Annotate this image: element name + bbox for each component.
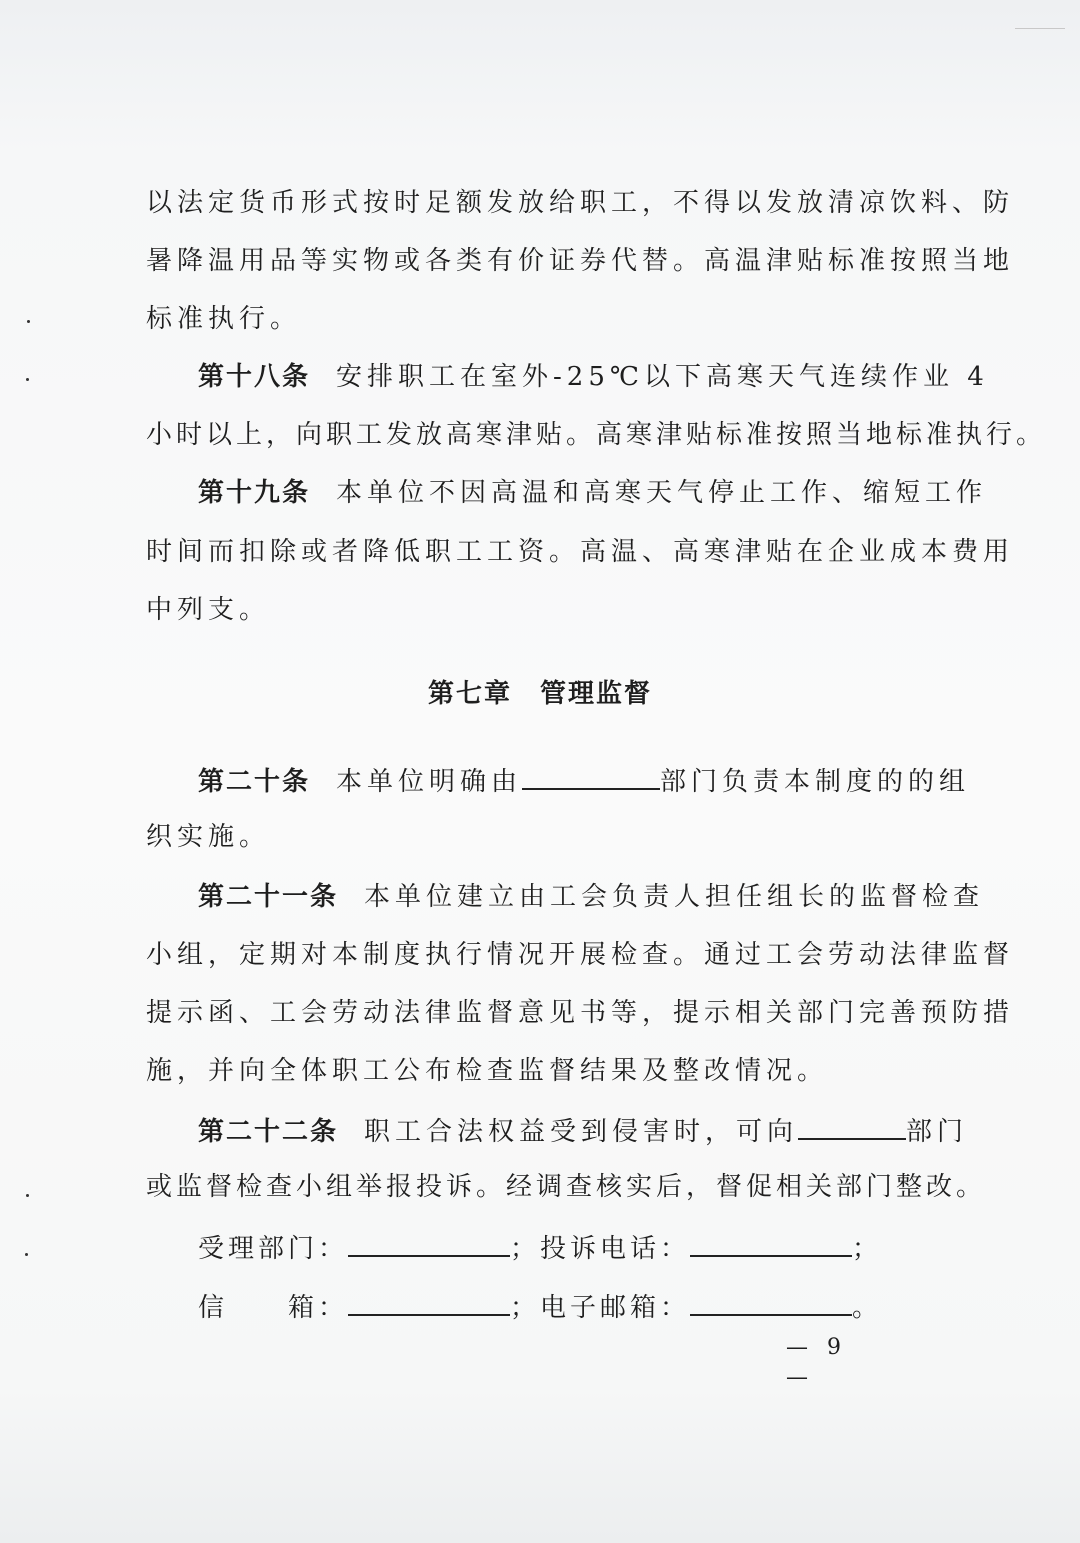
article-20-label: 第二十条	[198, 767, 311, 797]
scan-speck	[25, 1253, 28, 1256]
article-22-label: 第二十二条	[198, 1117, 339, 1147]
article-18-first-line	[198, 360, 989, 394]
article-21-first-line	[198, 880, 985, 914]
scan-speck	[26, 378, 29, 381]
scan-speck	[27, 320, 30, 323]
article-22-text-after: 部门	[906, 1117, 969, 1147]
article-18-label: 第十八条	[198, 362, 311, 392]
paragraph-line: 时间而扣除或者降低职工工资。高温、高寒津贴在企业成本费用	[146, 537, 1015, 567]
chapter-title-text: 管理监督	[540, 679, 653, 709]
paragraph-line: 或监督检查小组举报投诉。经调查核实后，督促相关部门整改。	[146, 1172, 987, 1202]
complaint-department-blank	[798, 1112, 906, 1140]
semicolon: ；	[510, 1234, 541, 1264]
article-20-text-before: 本单位明确由	[336, 767, 523, 797]
paragraph-line: 提示函、工会劳动法律监督意见书等，提示相关部门完善预防措	[146, 998, 1015, 1028]
article-19-text: 本单位不因高温和高寒天气停止工作、缩短工作	[336, 478, 988, 508]
article-18-text: 安排职工在室外-25℃以下高寒天气连续作业 4	[336, 362, 989, 392]
paragraph-line: 暑降温用品等实物或各类有价证券代替。高温津贴标准按照当地	[146, 246, 1015, 276]
paragraph-line: 施，并向全体职工公布检查监督结果及整改情况。	[146, 1056, 829, 1086]
period: 。	[852, 1293, 883, 1323]
semicolon: ；	[852, 1234, 883, 1264]
article-19-label: 第十九条	[198, 478, 311, 508]
paragraph-line: 小时以上，向职工发放高寒津贴。高寒津贴标准按照当地标准执行。	[146, 420, 1047, 450]
paragraph-line: 织实施。	[146, 822, 271, 852]
paragraph-line: 以法定货币形式按时足额发放给职工，不得以发放清凉饮料、防	[146, 188, 1015, 218]
article-22-first-line	[198, 1112, 969, 1149]
scan-edge-line	[1015, 28, 1065, 29]
page-number: — 9 —	[786, 1335, 847, 1390]
scan-speck	[26, 1194, 29, 1197]
article-22-text-before: 职工合法权益受到侵害时，可向	[364, 1117, 799, 1147]
semicolon: ；	[510, 1293, 541, 1323]
paragraph-line: 中列支。	[146, 595, 271, 625]
email-label: 电子邮箱：	[540, 1293, 691, 1323]
article-20-text-after: 部门负责本制度的的组	[660, 767, 971, 797]
article-19-first-line	[198, 476, 988, 510]
chapter-number: 第七章	[427, 679, 512, 709]
article-21-text: 本单位建立由工会负责人担任组长的监督检查	[364, 882, 985, 912]
dept-label: 受理部门：	[198, 1234, 349, 1264]
phone-label: 投诉电话：	[540, 1234, 691, 1264]
paragraph-line: 标准执行。	[146, 304, 302, 334]
mailbox-blank	[348, 1288, 510, 1316]
mailbox-label: 信 箱：	[198, 1293, 349, 1323]
chapter-heading	[0, 677, 1080, 711]
email-blank	[690, 1288, 852, 1316]
article-20-first-line	[198, 762, 971, 799]
article-21-label: 第二十一条	[198, 882, 339, 912]
contact-row-2	[198, 1288, 978, 1325]
dept-blank	[348, 1229, 510, 1257]
responsible-department-blank	[522, 762, 660, 790]
paragraph-line: 小组，定期对本制度执行情况开展检查。通过工会劳动法律监督	[146, 940, 1015, 970]
contact-row-1	[198, 1229, 978, 1266]
phone-blank	[690, 1229, 852, 1257]
